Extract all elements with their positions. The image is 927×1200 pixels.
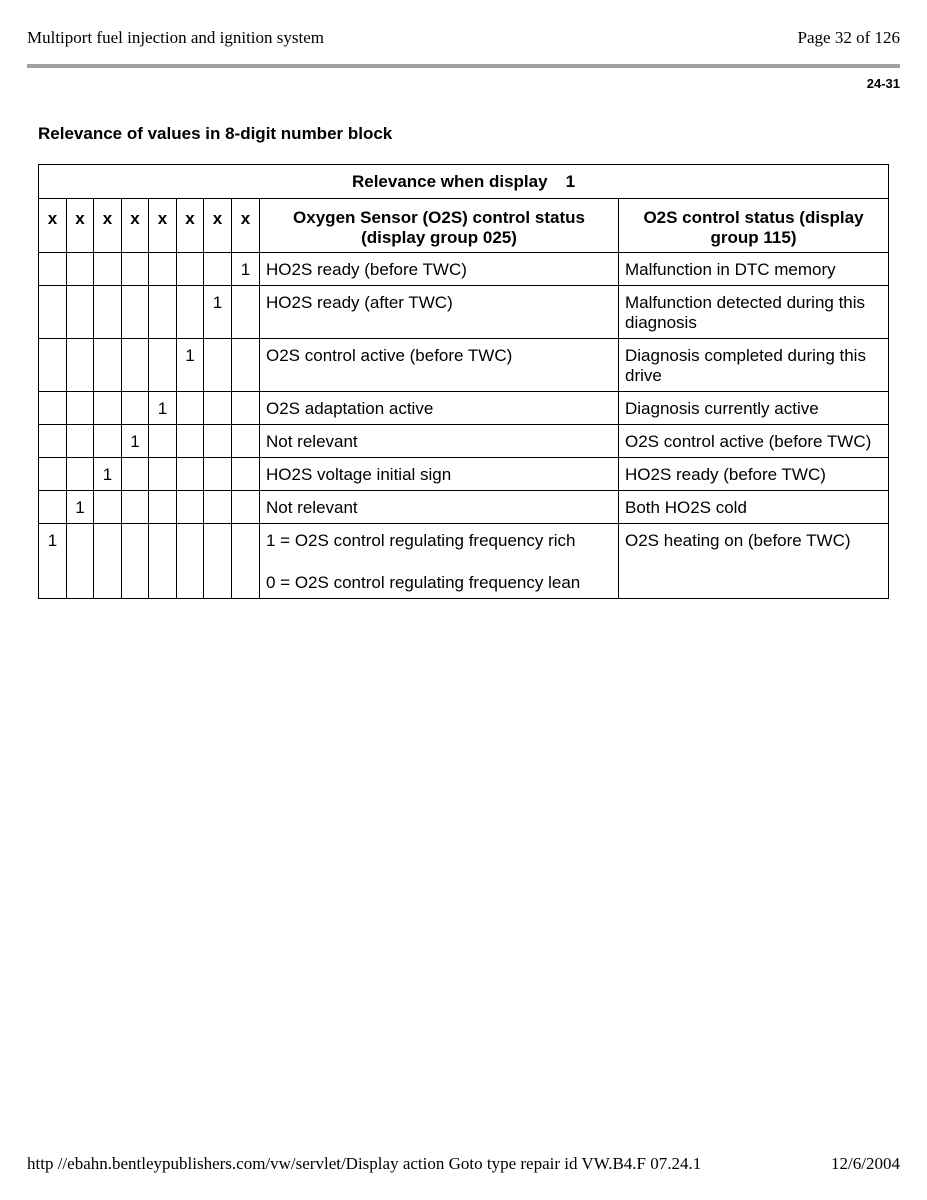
group025-cell	[260, 425, 619, 458]
group025-cell	[260, 491, 619, 524]
bit-cell	[232, 491, 260, 524]
bit-cell	[94, 524, 122, 599]
table-row	[39, 425, 889, 458]
bit-cell	[67, 392, 94, 425]
bit-cell	[149, 458, 177, 491]
bit-cell	[122, 524, 149, 599]
bit-cell	[67, 286, 94, 339]
bit-cell	[122, 339, 149, 392]
bit-cell	[177, 286, 204, 339]
bit-header: x	[67, 199, 94, 253]
page-number: Page 32 of 126	[797, 28, 900, 47]
bit-cell	[204, 425, 232, 458]
bit-cell	[39, 339, 67, 392]
group025-text: Not relevant	[266, 432, 358, 451]
banner-label: Relevance when display	[351, 171, 548, 191]
group115-cell: Diagnosis completed during this drive	[619, 339, 889, 392]
group025-text: Not relevant	[266, 498, 358, 517]
bit-header: x	[149, 199, 177, 253]
bit-cell: 1	[39, 524, 67, 599]
bit-cell	[39, 286, 67, 339]
bit-cell	[232, 524, 260, 599]
group025-cell	[260, 286, 619, 339]
bit-cell	[122, 286, 149, 339]
table-body	[39, 253, 889, 599]
bit-cell	[94, 286, 122, 339]
bit-cell	[177, 392, 204, 425]
bit-cell	[94, 425, 122, 458]
bit-cell	[204, 458, 232, 491]
section-title: Relevance of values in 8-digit number block	[38, 124, 393, 143]
group025-text: O2S control active (before TWC)	[266, 346, 513, 365]
group025-text: HO2S ready (before TWC)	[266, 260, 467, 279]
group025-cell	[260, 392, 619, 425]
table-row	[39, 491, 889, 524]
bit-cell: 1	[122, 425, 149, 458]
bit-cell	[177, 253, 204, 286]
bit-header: x	[122, 199, 149, 253]
group025-text: HO2S voltage initial sign	[266, 465, 452, 484]
group025-text-secondary: 0 = O2S control regulating frequency lean	[266, 573, 581, 592]
bit-cell	[232, 286, 260, 339]
bit-cell	[39, 253, 67, 286]
table-row	[39, 458, 889, 491]
bit-header: x	[39, 199, 67, 253]
bit-cell	[67, 458, 94, 491]
page-code: 24-31	[866, 76, 900, 91]
group115-cell: Both HO2S cold	[619, 491, 889, 524]
table-banner	[39, 165, 889, 199]
bit-cell	[149, 253, 177, 286]
bit-cell	[204, 392, 232, 425]
bit-cell	[67, 425, 94, 458]
table-row	[39, 524, 889, 599]
table-row	[39, 339, 889, 392]
bit-cell	[204, 524, 232, 599]
bit-cell	[39, 392, 67, 425]
group025-text: 1 = O2S control regulating frequency rich	[266, 531, 576, 550]
bit-cell: 1	[149, 392, 177, 425]
bit-cell	[177, 458, 204, 491]
column-header-group025: Oxygen Sensor (O2S) control status (display group 025)	[260, 199, 619, 253]
page-header	[27, 28, 900, 50]
column-header-group115: O2S control status (display group 115)	[619, 199, 889, 253]
group025-text: O2S adaptation active	[266, 399, 434, 418]
bit-cell	[232, 392, 260, 425]
group115-cell: O2S control active (before TWC)	[619, 425, 889, 458]
bit-cell: 1	[67, 491, 94, 524]
bit-cell: 1	[94, 458, 122, 491]
bit-cell	[232, 425, 260, 458]
table-row	[39, 253, 889, 286]
bit-cell	[122, 491, 149, 524]
footer-url: http //ebahn.bentleypublishers.com/vw/servlet/Display action Goto type repair id VW.B4.F 07.24.1	[27, 1154, 702, 1173]
group115-cell: O2S heating on (before TWC)	[619, 524, 889, 599]
bit-cell	[122, 392, 149, 425]
relevance-table	[38, 164, 889, 599]
bit-cell	[149, 425, 177, 458]
group115-cell: Malfunction detected during this diagnosis	[619, 286, 889, 339]
bit-cell	[94, 339, 122, 392]
bit-cell	[149, 339, 177, 392]
bit-cell	[122, 253, 149, 286]
bit-cell	[232, 458, 260, 491]
bit-header: x	[94, 199, 122, 253]
bit-cell	[94, 253, 122, 286]
bit-cell	[94, 392, 122, 425]
table-row	[39, 392, 889, 425]
bit-cell	[204, 339, 232, 392]
bit-header: x	[204, 199, 232, 253]
bit-cell: 1	[232, 253, 260, 286]
bit-cell	[177, 524, 204, 599]
bit-cell	[39, 458, 67, 491]
bit-cell	[39, 425, 67, 458]
bit-cell	[67, 253, 94, 286]
bit-cell	[67, 524, 94, 599]
bit-cell	[39, 491, 67, 524]
bit-cell: 1	[177, 339, 204, 392]
bit-cell	[204, 491, 232, 524]
bit-header: x	[177, 199, 204, 253]
group025-cell	[260, 524, 619, 599]
bit-cell	[149, 524, 177, 599]
banner-value: 1	[565, 171, 576, 191]
column-header-row	[39, 199, 889, 253]
footer-date: 12/6/2004	[831, 1154, 900, 1173]
table-row	[39, 286, 889, 339]
group025-cell	[260, 253, 619, 286]
bit-cell	[149, 286, 177, 339]
header-divider	[27, 64, 900, 68]
bit-cell	[232, 339, 260, 392]
bit-cell	[67, 339, 94, 392]
group115-cell: Diagnosis currently active	[619, 392, 889, 425]
bit-cell	[149, 491, 177, 524]
group025-cell	[260, 458, 619, 491]
document-title: Multiport fuel injection and ignition system	[27, 28, 324, 47]
bit-cell	[94, 491, 122, 524]
bit-cell	[177, 491, 204, 524]
bit-cell	[122, 458, 149, 491]
group025-text: HO2S ready (after TWC)	[266, 293, 453, 312]
group025-cell	[260, 339, 619, 392]
bit-cell	[204, 253, 232, 286]
bit-cell: 1	[204, 286, 232, 339]
bit-header: x	[232, 199, 260, 253]
group115-cell: HO2S ready (before TWC)	[619, 458, 889, 491]
page-footer	[27, 1154, 900, 1174]
bit-cell	[177, 425, 204, 458]
group115-cell: Malfunction in DTC memory	[619, 253, 889, 286]
